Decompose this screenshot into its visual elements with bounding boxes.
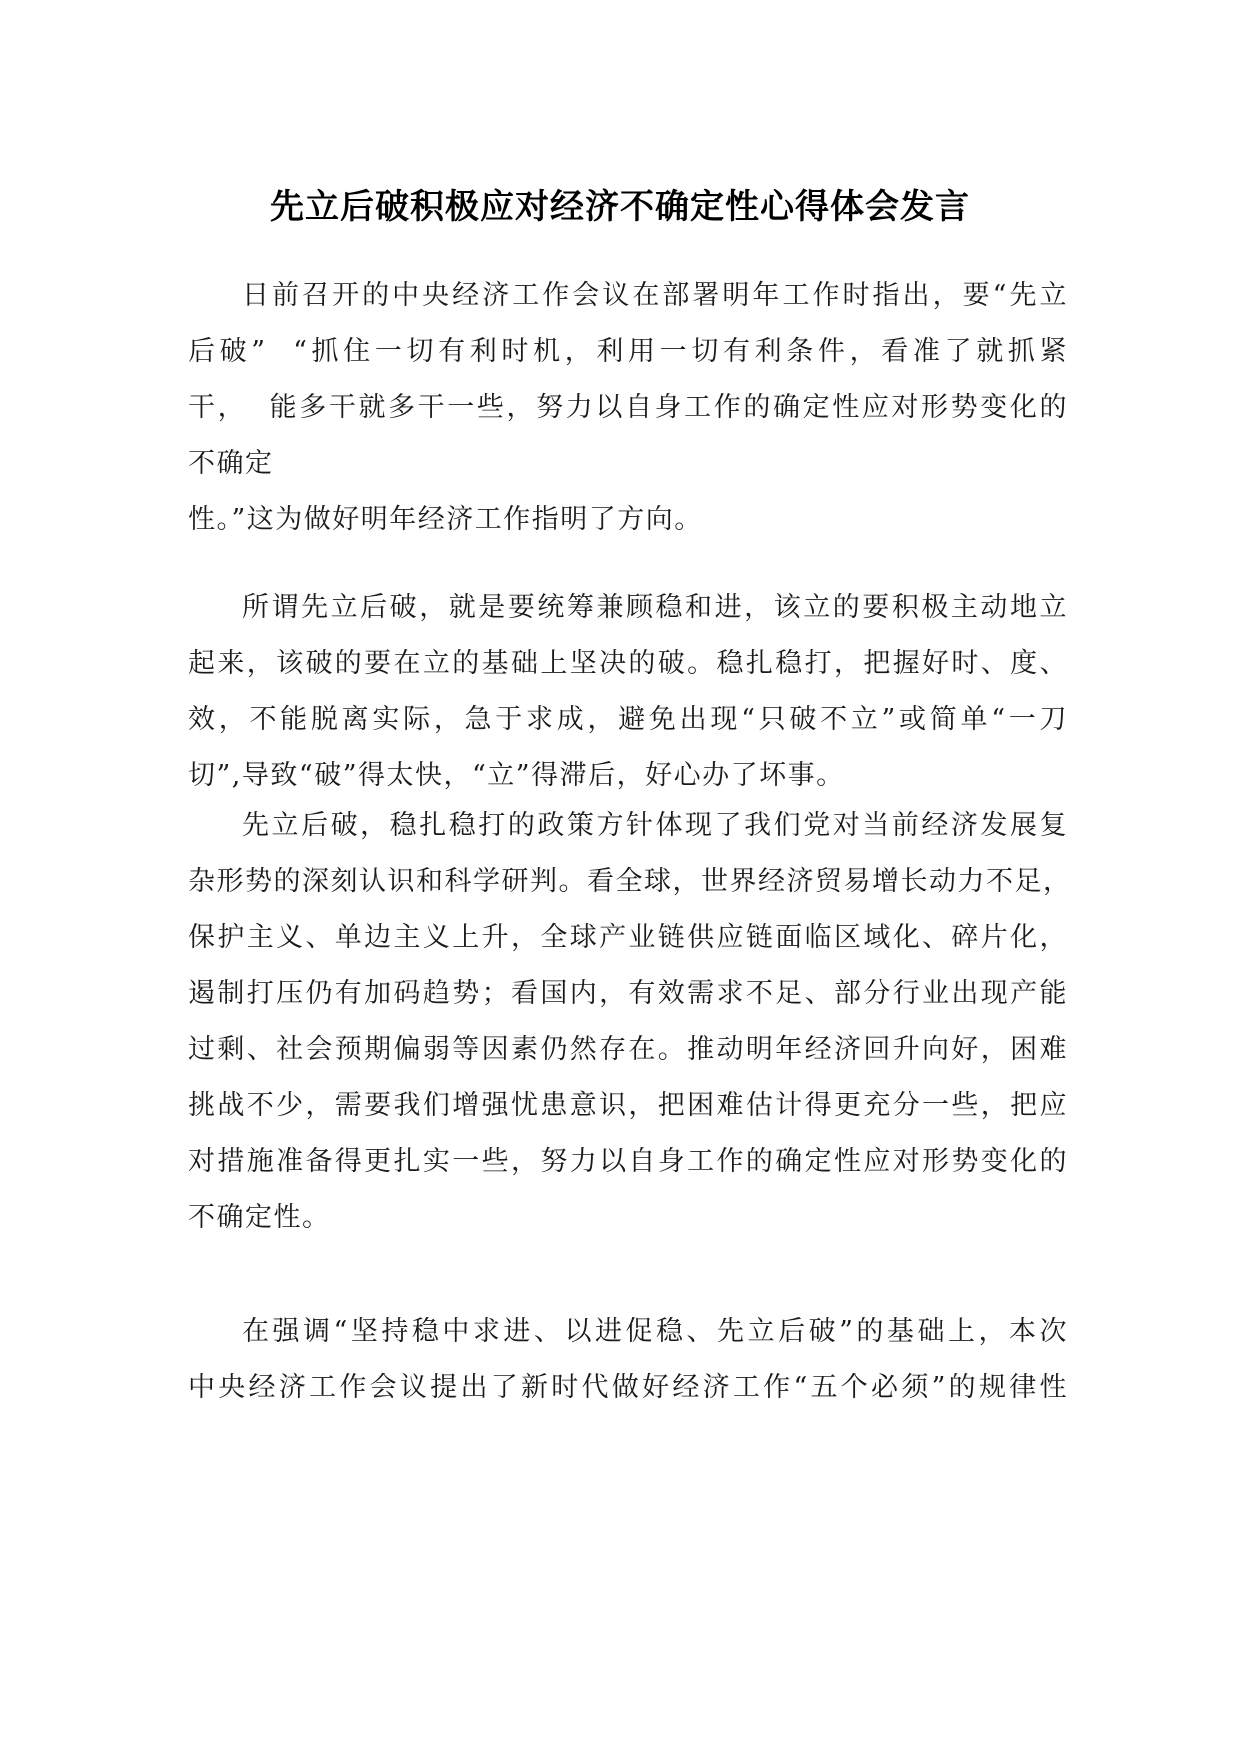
paragraph-line: 保护主义、单边主义上升，全球产业链供应链面临区域化、碎片化，	[188, 922, 1068, 953]
paragraph-3	[188, 798, 1072, 1246]
paragraph-line: 先立后破，稳扎稳打的政策方针体现了我们党对当前经济发展复	[242, 810, 1068, 841]
paragraph-line: 起来，该破的要在立的基础上坚决的破。稳扎稳打，把握好时、度、	[188, 648, 1068, 679]
document-title: 先立后破积极应对经济不确定性心得体会发言	[270, 187, 970, 227]
paragraph-line: 性。”这为做好明年经济工作指明了方向。	[188, 504, 703, 535]
paragraph-line: 挑战不少，需要我们增强忧患意识，把困难估计得更充分一些，把应	[188, 1090, 1068, 1121]
paragraph-line: 后破” “抓住一切有利时机，利用一切有利条件，看准了就抓紧	[188, 336, 1068, 367]
paragraph-line: 日前召开的中央经济工作会议在部署明年工作时指出，要“先立	[242, 280, 1068, 311]
paragraph-line: 遏制打压仍有加码趋势；看国内，有效需求不足、部分行业出现产能	[188, 978, 1068, 1009]
paragraph-2	[188, 580, 1068, 804]
paragraph-1	[188, 268, 1068, 548]
paragraph-line: 对措施准备得更扎实一些，努力以自身工作的确定性应对形势变化的	[188, 1146, 1068, 1177]
paragraph-line: 在强调“坚持稳中求进、以进促稳、先立后破”的基础上，本次	[242, 1316, 1068, 1347]
paragraph-line: 杂形势的深刻认识和科学研判。看全球，世界经济贸易增长动力不足，	[188, 866, 1072, 897]
paragraph-line: 切”,导致“破”得太快，“立”得滞后，好心办了坏事。	[188, 760, 845, 791]
paragraph-line: 所谓先立后破，就是要统筹兼顾稳和进，该立的要积极主动地立	[242, 592, 1068, 623]
paragraph-4	[188, 1304, 1068, 1416]
paragraph-line: 不确定	[188, 448, 274, 479]
paragraph-line: 效，不能脱离实际，急于求成，避免出现“只破不立”或简单“一刀	[188, 704, 1068, 735]
paragraph-line: 过剩、社会预期偏弱等因素仍然存在。推动明年经济回升向好，困难	[188, 1034, 1068, 1065]
paragraph-line: 不确定性。	[188, 1202, 331, 1233]
paragraph-line: 中央经济工作会议提出了新时代做好经济工作“五个必须”的规律性	[188, 1372, 1068, 1403]
paragraph-line: 干， 能多干就多干一些，努力以自身工作的确定性应对形势变化的	[188, 392, 1068, 423]
